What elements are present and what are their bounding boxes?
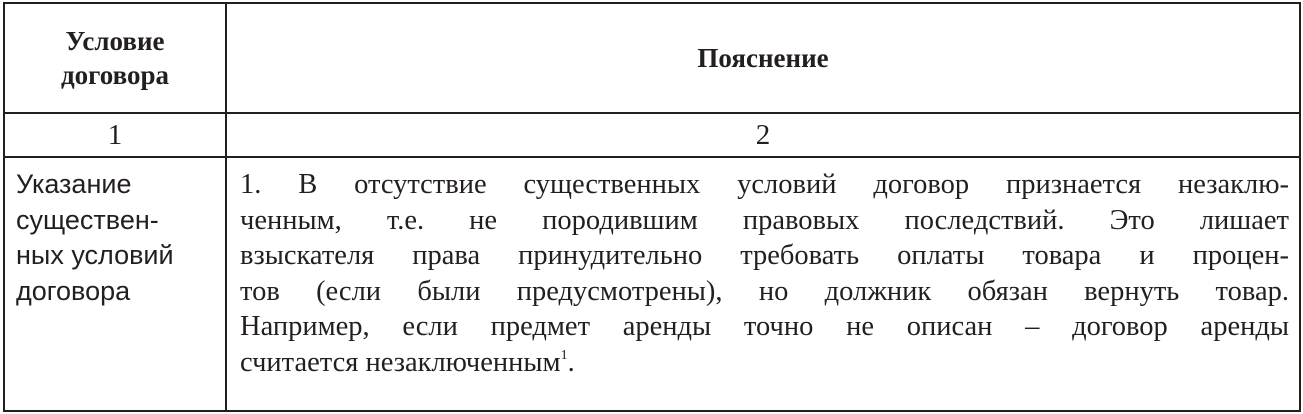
explanation-cell	[226, 157, 1300, 411]
condition-cell	[4, 157, 226, 411]
condition-line: ных условий	[16, 240, 174, 270]
explanation-line: 1. В отсутствие существенных условий договор признается незаклю-	[240, 169, 1289, 200]
explanation-line: Например, если предмет аренды точно не описан – договор аренды	[240, 311, 1289, 342]
explanation-line: взыскателя права принудительно требовать оплаты товара и процен-	[240, 240, 1289, 271]
condition-line: существен-	[16, 204, 159, 235]
header-explanation: Пояснение	[226, 3, 1300, 113]
explanation-line: ченным, т.е. не породившим правовых последствий. Это лишает	[240, 204, 1289, 236]
condition-line: договора	[16, 275, 131, 306]
trailing-period: .	[567, 346, 575, 378]
explanation-line: тов (если были предусмотрены), но должник обязан вернуть товар.	[240, 275, 1289, 307]
column-number-row	[4, 113, 1300, 157]
explanation-last-line	[240, 345, 1289, 381]
header-row	[4, 3, 1300, 113]
column-number-1: 1	[4, 113, 226, 157]
column-number-2: 2	[226, 113, 1300, 157]
footnote-marker[interactable]: 1	[560, 347, 568, 363]
table-row	[4, 157, 1300, 411]
condition-line: Указание	[16, 169, 132, 199]
header-condition: Условие договора	[4, 3, 226, 113]
conditions-table	[3, 2, 1301, 412]
explanation-line: считается незаключенным	[240, 346, 561, 378]
